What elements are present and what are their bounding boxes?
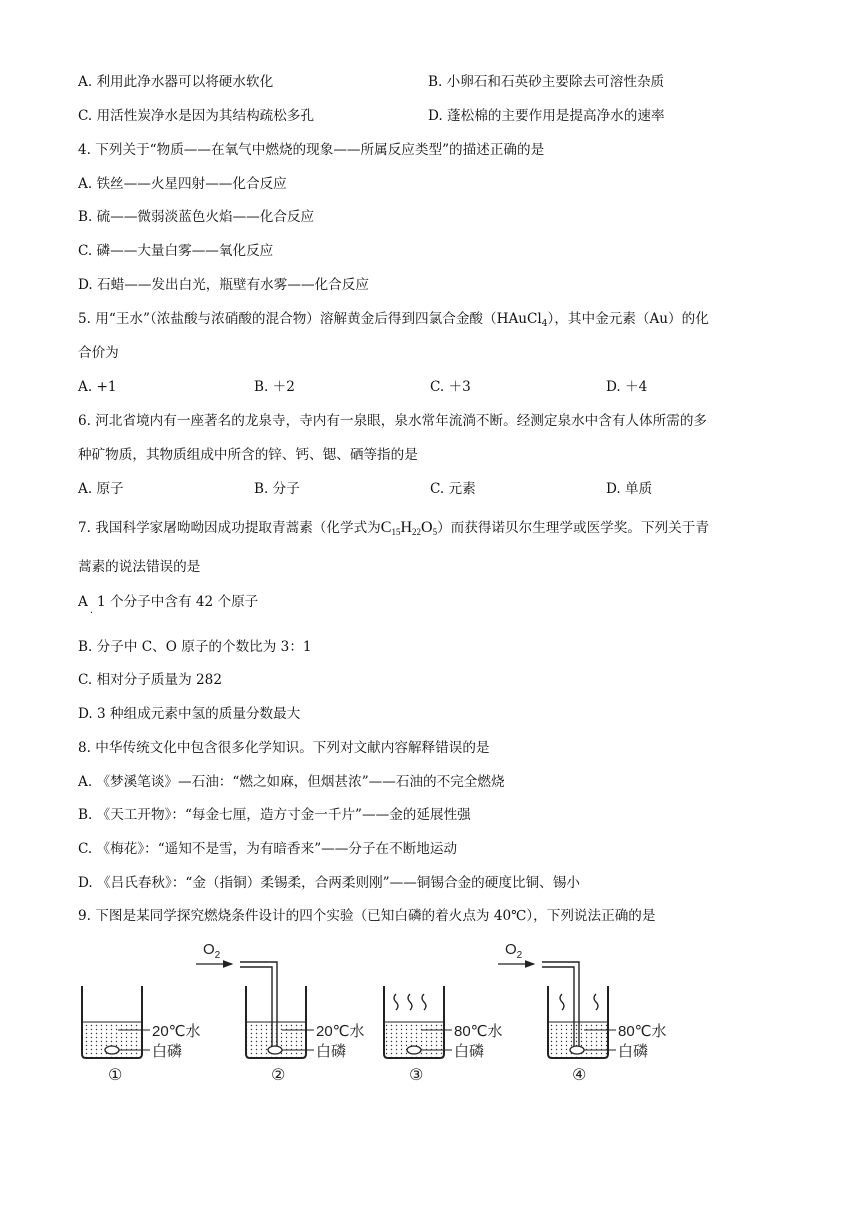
q8-option-b: B. 《天工开物》：“每金七厘，造方寸金一千片”——金的延展性强 xyxy=(78,807,471,823)
beaker-3-phosphorus-label: 白磷 xyxy=(454,1043,485,1060)
q3-option-b: B. 小卵石和石英砂主要除去可溶性杂质 xyxy=(428,74,665,90)
beaker-1-phosphorus-label: 白磷 xyxy=(152,1043,183,1060)
q7-stem-cont: 蒿素的说法错误的是 xyxy=(78,559,201,575)
q5-stem-cont: 合价为 xyxy=(78,345,119,361)
q7-option-a-text: 1 个分子中含有 42 个原子 xyxy=(97,594,259,610)
q7-formula-h: H xyxy=(400,519,412,536)
q3-option-a: A. 利用此净水器可以将硬水软化 xyxy=(78,74,274,90)
q5-stem-sub: 4 xyxy=(541,319,548,329)
q7-option-b: B. 分子中 C、O 原子的个数比为 3：1 xyxy=(78,639,312,655)
q4-option-c: C. 磷——大量白雾——氧化反应 xyxy=(78,243,274,259)
q7-stem-post: ）而获得诺贝尔生理学或医学奖。下列关于青 xyxy=(437,520,709,536)
q6-option-d: D. 单质 xyxy=(606,481,653,497)
beaker-4-number: ④ xyxy=(572,1067,587,1082)
q5-stem-post: ），其中金元素（Au）的化 xyxy=(547,311,709,327)
beaker-1-number: ① xyxy=(108,1067,123,1082)
beaker-3-water-label: 80℃水 xyxy=(454,1023,503,1040)
q6-stem-cont: 种矿物质，其物质组成中所含的锌、钙、锶、硒等指的是 xyxy=(78,447,418,463)
q4-option-a: A. 铁丝——火星四射——化合反应 xyxy=(78,176,287,192)
q8-stem: 8. 中华传统文化中包含很多化学知识。下列对文献内容解释错误的是 xyxy=(78,740,490,756)
q5-option-c: C. ＋3 xyxy=(430,379,471,395)
q5-stem xyxy=(78,309,709,334)
q7-option-c: C. 相对分子质量为 282 xyxy=(78,672,222,688)
q6-option-a: A. 原子 xyxy=(78,481,124,497)
beaker-1 xyxy=(82,986,201,1082)
q6-stem: 6. 河北省境内有一座著名的龙泉寺，寺内有一泉眼，泉水常年流淌不断。经测定泉水中含有人体所需的多 xyxy=(78,413,708,429)
q8-option-c: C. 《梅花》：“遥知不是雪，为有暗香来”——分子在不断地运动 xyxy=(78,841,458,857)
beaker-2 xyxy=(196,941,365,1082)
beaker-2-water-label: 20℃水 xyxy=(316,1023,365,1040)
q5-option-d: D. ＋4 xyxy=(606,379,648,395)
q7-option-a: $A_\cdot 1$ 个分子中含有 42 个原子 xyxy=(78,594,259,619)
q7-formula-c: C xyxy=(380,519,392,536)
beaker-4-water-label: 80℃水 xyxy=(618,1023,667,1040)
q8-option-a: A. 《梦溪笔谈》—石油：“燃之如麻，但烟甚浓”——石油的不完全燃烧 xyxy=(78,774,505,790)
q6-option-c: C. 元素 xyxy=(430,481,476,497)
beaker-3 xyxy=(384,986,503,1082)
beaker-2-phosphorus-label: 白磷 xyxy=(316,1043,347,1060)
beaker-3-number: ③ xyxy=(409,1067,424,1082)
q3-option-c: C. 用活性炭净水是因为其结构疏松多孔 xyxy=(78,108,315,124)
q7-stem xyxy=(78,518,709,542)
beaker-1-water-label: 20℃水 xyxy=(152,1023,201,1040)
combustion-experiment-figure xyxy=(70,932,710,1082)
beaker-4-phosphorus-label: 白磷 xyxy=(618,1043,649,1060)
q7-formula xyxy=(381,519,437,536)
q6-option-b: B. 分子 xyxy=(254,481,300,497)
q7-formula-o-sub: 5 xyxy=(432,527,438,537)
q4-stem: 4. 下列关于“物质——在氧气中燃烧的现象——所属反应类型”的描述正确的是 xyxy=(78,142,545,158)
q7-option-d: D. 3 种组成元素中氢的质量分数最大 xyxy=(78,706,301,722)
q7-formula-h-sub: 22 xyxy=(412,527,421,537)
beaker-2-number: ② xyxy=(271,1067,286,1082)
q5-option-a: A. +1 xyxy=(78,379,117,395)
q4-option-d: D. 石蜡——发出白光，瓶壁有水雾——化合反应 xyxy=(78,277,369,293)
q3-option-d: D. 蓬松棉的主要作用是提高净水的速率 xyxy=(428,108,665,124)
q4-option-b: B. 硫——微弱淡蓝色火焰——化合反应 xyxy=(78,209,315,225)
beaker-4 xyxy=(498,941,667,1082)
q5-stem-pre: 5. 用“王水”（浓盐酸与浓硝酸的混合物）溶解黄金后得到四氯合金酸（HAuCl xyxy=(78,311,542,327)
q5-option-b: B. ＋2 xyxy=(254,379,295,395)
q7-formula-o: O xyxy=(421,519,433,536)
q7-option-a-letter: A xyxy=(78,594,88,610)
beaker-4-o2-label: $O_2$ xyxy=(505,941,523,961)
q7-formula-c-sub: 15 xyxy=(391,527,401,537)
q8-option-d: D. 《吕氏春秋》：“金（指铜）柔锡柔，合两柔则刚”——铜锡合金的硬度比铜、锡小 xyxy=(78,875,580,891)
q7-stem-pre: 7. 我国科学家屠呦呦因成功提取青蒿素（化学式为 xyxy=(78,520,381,536)
beaker-2-o2-label: $O_2$ xyxy=(203,941,221,961)
q9-stem: 9. 下图是某同学探究燃烧条件设计的四个实验（已知白磷的着火点为 40℃），下列说法正确的是 xyxy=(78,908,656,924)
